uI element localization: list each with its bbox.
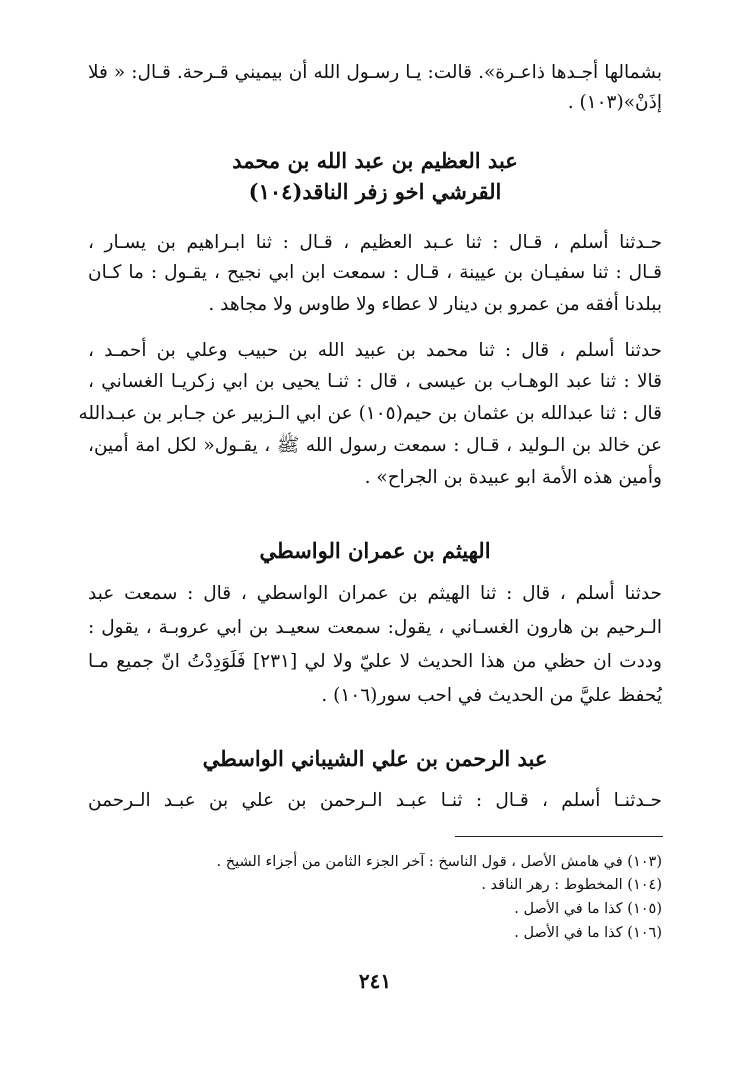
footnote: (١٠٥) كذا ما في الأصل . <box>514 901 662 917</box>
text-line: حـدثنا أسلم ، قـال : ثنا عـبد العظيم ، قـال : ثنا ابـراهيم بن يسـار ، <box>88 232 662 253</box>
text-line: بشمالها أجـدها ذاعـرة». قالت: يـا رسـول الله أن بيميني قـرحة. قـال: « فلا <box>88 62 662 83</box>
text-line: عن خالد بن الـوليد ، قـال : سمعت رسول الله ﷺ ، يقـول« لكل امة أمين، <box>88 435 662 456</box>
section-heading: الهيثم بن عمران الواسطي <box>259 538 491 563</box>
text-line: إذَنْ»(١٠٣) . <box>567 92 662 113</box>
text-line: وأمين هذه الأمة ابو عبيدة بن الجراح» . <box>364 467 662 488</box>
footnote: (١٠٦) كذا ما في الأصل . <box>514 925 662 941</box>
section-heading: القرشي اخو زفر الناقد(١٠٤) <box>248 179 502 204</box>
text-line: قالا : ثنا عبد الوهـاب بن عيسى ، قال : ثنـا يحيى بن ابي زكريـا الغساني ، <box>88 371 662 392</box>
text-line: يُحفظ عليَّ من الحديث في احب سور(١٠٦) . <box>321 685 662 706</box>
page-number: ٢٤١ <box>358 969 392 993</box>
text-line: حـدثنـا أسلم ، قـال : ثنـا عبـد الـرحمن بن علي بن عبـد الـرحمن <box>88 790 662 811</box>
text-line: ببلدنا أفقه من عمرو بن دينار لا عطاء ولا طاوس ولا مجاهد . <box>208 294 662 315</box>
text-line: وددت ان حظي من هذا الحديث لا عليّ ولا لي [٢٣١] فَلَوَدِدْتُ انّ جميع مـا <box>88 651 662 672</box>
text-line: قـال : ثنا سفيـان بن عيينة ، قـال : سمعت ابن ابي نجيح ، يقـول : ما كـان <box>88 262 662 283</box>
text-line: حدثنا أسلم ، قال : ثنا محمد بن عبيد الله بن حبيب وعلي بن أحمـد ، <box>88 340 662 361</box>
text-line: الـرحيم بن هارون الغسـاني ، يقول: سمعت سعيـد بن ابي عروبـة ، يقول : <box>88 617 662 638</box>
section-heading: عبد العظيم بن عبد الله بن محمد <box>232 148 518 173</box>
footnote: (١٠٣) في هامش الأصل ، قول الناسخ : آخر الجزء الثامن من أجزاء الشيخ . <box>216 854 662 870</box>
section-heading: عبد الرحمن بن علي الشيباني الواسطي <box>202 746 548 771</box>
footnote: (١٠٤) المخطوط : رهر الناقد . <box>481 877 662 893</box>
text-line: حدثنا أسلم ، قال : ثنا الهيثم بن عمران الواسطي ، قال : سمعت عبد <box>88 583 662 604</box>
text-line: قال : ثنا عبدالله بن عثمان بن حيم(١٠٥) عن ابي الـزبير عن جـابر بن عبـدالله <box>78 403 662 424</box>
footnote-divider <box>455 836 663 837</box>
